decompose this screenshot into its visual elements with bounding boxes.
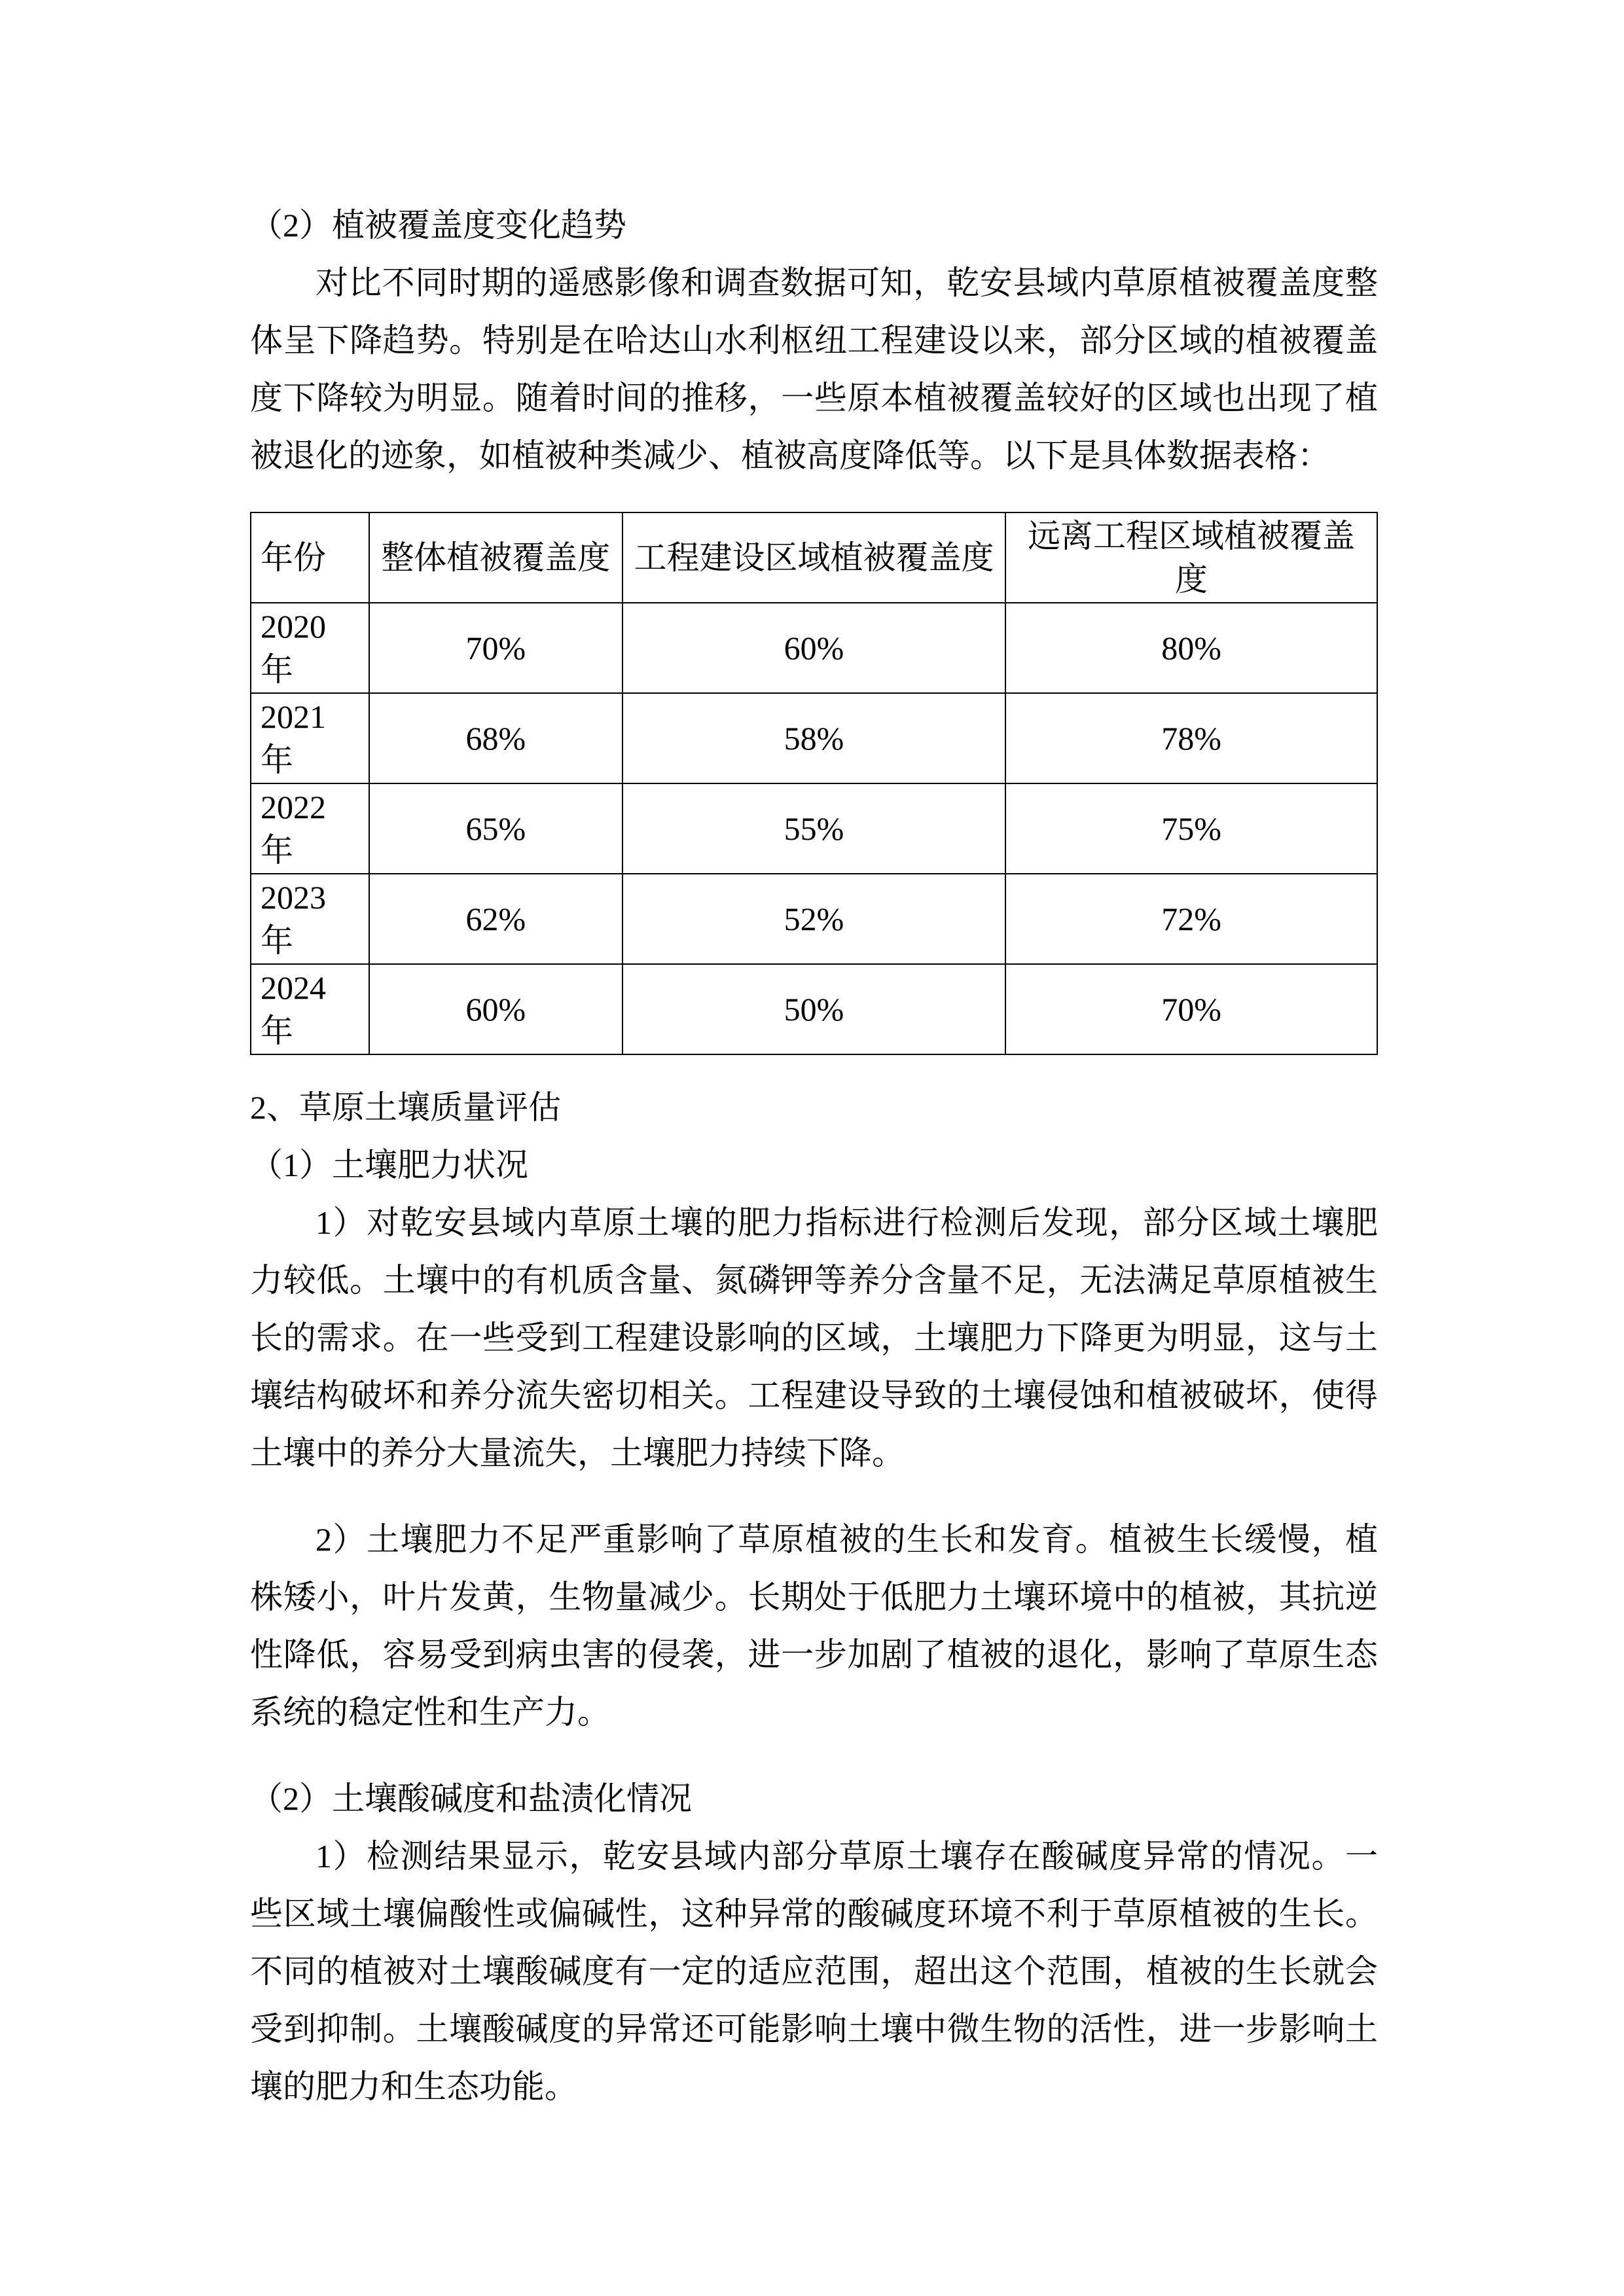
coverage-table-column-header: 年份 [251, 512, 369, 603]
year-cell: 2022 年 [251, 783, 369, 874]
coverage-value-cell: 62% [369, 874, 623, 964]
coverage-table-row [251, 693, 1377, 783]
coverage-table-header-row [251, 512, 1377, 603]
coverage-value-cell: 80% [1005, 603, 1377, 693]
coverage-table-body [251, 603, 1377, 1054]
heading-soil-fertility: （1）土壤肥力状况 [250, 1147, 528, 1183]
coverage-table-column-header: 远离工程区域植被覆盖度 [1005, 512, 1377, 603]
coverage-table-column-header: 工程建设区域植被覆盖度 [623, 512, 1005, 603]
coverage-table-column-header: 整体植被覆盖度 [369, 512, 623, 603]
coverage-table-row [251, 874, 1377, 964]
heading-vegetation-coverage-trend: （2）植被覆盖度变化趋势 [250, 207, 626, 243]
year-cell: 2023 年 [251, 874, 369, 964]
coverage-table [250, 512, 1378, 1055]
coverage-value-cell: 52% [623, 874, 1005, 964]
coverage-value-cell: 65% [369, 783, 623, 874]
year-cell: 2024 年 [251, 964, 369, 1054]
heading-soil-quality-assessment: 2、草原土壤质量评估 [250, 1089, 561, 1126]
year-cell: 2021 年 [251, 693, 369, 783]
coverage-value-cell: 72% [1005, 874, 1377, 964]
coverage-value-cell: 58% [623, 693, 1005, 783]
paragraph-soil-fertility-2: 2）土壤肥力不足严重影响了草原植被的生长和发育。植被生长缓慢，植株矮小，叶片发黄，生物量减少。长期处于低肥力土壤环境中的植被，其抗逆性降低，容易受到病虫害的侵袭，进一步加剧了植被的退化，影响了草原生态系统的稳定性和生产力。 [250, 1521, 1378, 1731]
coverage-value-cell: 70% [369, 603, 623, 693]
coverage-table-row [251, 603, 1377, 693]
coverage-value-cell: 68% [369, 693, 623, 783]
coverage-value-cell: 60% [369, 964, 623, 1054]
paragraph-soil-fertility-1: 1）对乾安县域内草原土壤的肥力指标进行检测后发现，部分区域土壤肥力较低。土壤中的有机质含量、氮磷钾等养分含量不足，无法满足草原植被生长的需求。在一些受到工程建设影响的区域，土壤肥力下降更为明显，这与土壤结构破坏和养分流失密切相关。工程建设导致的土壤侵蚀和植被破坏，使得土壤中的养分大量流失，土壤肥力持续下降。 [250, 1204, 1378, 1471]
coverage-value-cell: 60% [623, 603, 1005, 693]
coverage-table-row [251, 783, 1377, 874]
coverage-table-head [251, 512, 1377, 603]
paragraph-vegetation-trend: 对比不同时期的遥感影像和调查数据可知，乾安县域内草原植被覆盖度整体呈下降趋势。特别是在哈达山水利枢纽工程建设以来，部分区域的植被覆盖度下降较为明显。随着时间的推移，一些原本植被覆盖较好的区域也出现了植被退化的迹象，如植被种类减少、植被高度降低等。以下是具体数据表格： [250, 264, 1378, 474]
coverage-value-cell: 50% [623, 964, 1005, 1054]
coverage-value-cell: 55% [623, 783, 1005, 874]
coverage-table-row [251, 964, 1377, 1054]
heading-soil-ph-salinization: （2）土壤酸碱度和盐渍化情况 [250, 1780, 692, 1817]
coverage-value-cell: 70% [1005, 964, 1377, 1054]
year-cell: 2020 年 [251, 603, 369, 693]
paragraph-soil-ph-1: 1）检测结果显示，乾安县域内部分草原土壤存在酸碱度异常的情况。一些区域土壤偏酸性或偏碱性，这种异常的酸碱度环境不利于草原植被的生长。不同的植被对土壤酸碱度有一定的适应范围，超出这个范围，植被的生长就会受到抑制。土壤酸碱度的异常还可能影响土壤中微生物的活性，进一步影响土壤的肥力和生态功能。 [250, 1838, 1378, 2105]
coverage-value-cell: 78% [1005, 693, 1377, 783]
coverage-value-cell: 75% [1005, 783, 1377, 874]
